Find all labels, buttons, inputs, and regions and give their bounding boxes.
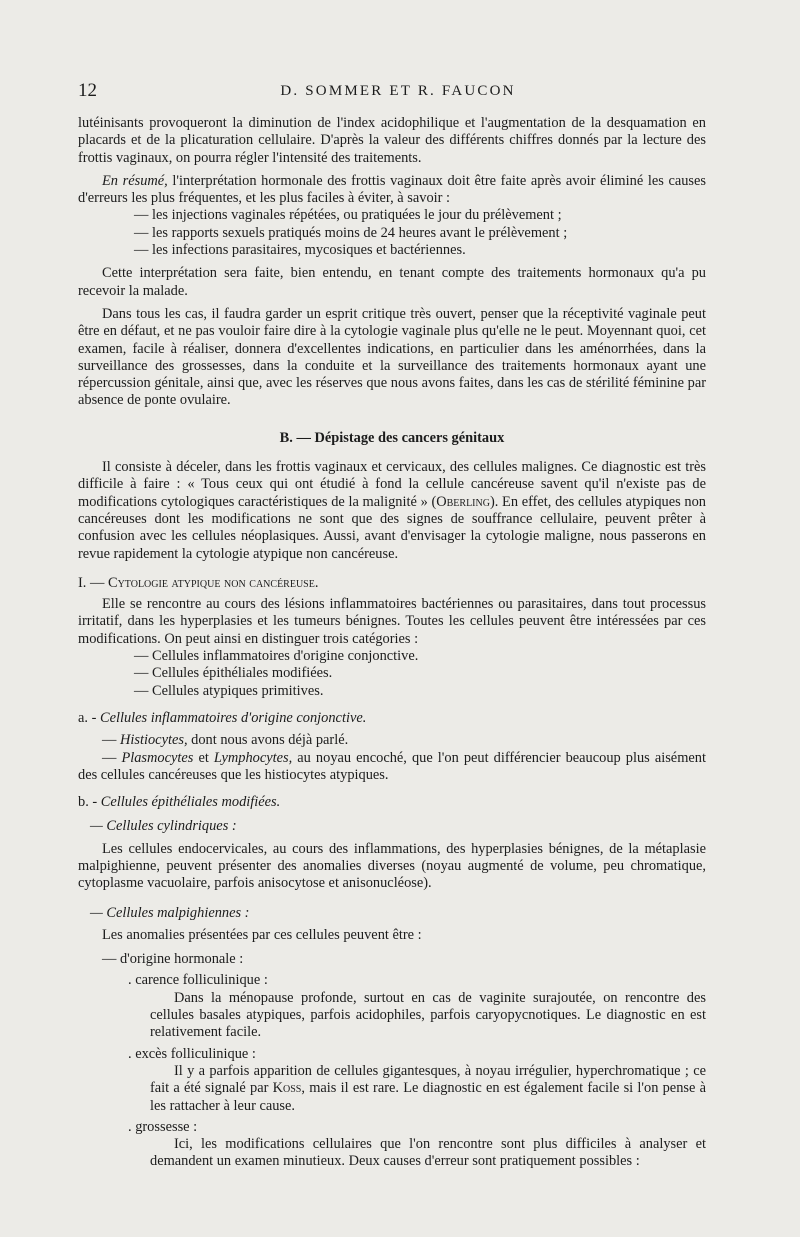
bullet-label: . carence folliculinique :: [128, 972, 268, 989]
bullet-label: . grossesse :: [128, 1118, 198, 1135]
paragraph-text: l'interprétation hormonale des frottis vaginaux doit être faite après avoir éliminé les causes d'erreurs les plus fréquentes, et les plus faciles à éviter, à savoir :: [78, 172, 707, 207]
paragraph-text: au noyau encoché, que l'on peut différencier beaucoup plus aisément des cellules cancéreuses que les histiocytes atypiques.: [78, 749, 706, 783]
paragraph: Dans tous les cas, il faudra garder un esprit critique très ouvert, penser que la réceptivité vaginale peut être en défaut, et ne pas vouloir faire dire à la cytologie vaginale plus qu'elle ne le peut. Moyennant quoi, cet examen, facile à réaliser, donnera d'excellentes indications, en particulier dans les aménorrhées, dans la surveillance des grossesses, dans la conduite et la surveillance des traitements hormonaux ayant une répercussion génitale, ainsi que, avec les réserves que nous avons faites, dans les cas de stérilité féminine par absence de ponte ovulaire.: [78, 305, 706, 409]
list-heading: — d'origine hormonale :: [102, 951, 244, 968]
bullet-text: [78, 1063, 706, 1115]
paragraph: [78, 732, 706, 749]
sub-subheading: — Cellules cylindriques :: [90, 818, 237, 835]
subheading-label: a. -: [78, 709, 100, 726]
heading-number: I. —: [78, 574, 108, 591]
list-item: — les rapports sexuels pratiqués moins de 24 heures avant le prélèvement ;: [134, 224, 568, 241]
emphasis: Lymphocytes,: [213, 749, 293, 766]
subheading-a: [78, 710, 706, 727]
paragraph-text: Il y a parfois apparition de cellules gigantesques, à noyau irrégulier, hyperchromatique ; ce fait a été signalé par: [150, 1062, 706, 1097]
heading-text: Cytologie atypique non cancéreuse.: [107, 574, 319, 591]
paragraph: lutéinisants provoqueront la diminution de l'index acidophilique et l'augmentation de la desquamation en placards et de la plicaturation cellulaire. D'après la valeur des différents chiffres donnés par la lecture des frottis vaginaux, on pourra régler l'intensité des traitements.: [78, 115, 706, 166]
paragraph-summary: [78, 173, 706, 208]
dash: —: [102, 732, 120, 749]
bullet-text: Dans la ménopause profonde, surtout en cas de vaginite surajoutée, on rencontre des cellules basales atypiques, parfois acidophiles, parfois caryopycnotiques. Le diagnostic en est relativement facile.: [150, 989, 706, 1041]
paragraph-text: et: [193, 749, 214, 766]
emphasis: En résumé,: [102, 172, 168, 189]
list-item: — Cellules épithéliales modifiées.: [134, 665, 333, 682]
list-item: — les infections parasitaires, mycosiques et bactériennes.: [134, 242, 466, 259]
sub-subheading: — Cellules malpighiennes :: [90, 904, 250, 921]
list-item: — Cellules atypiques primitives.: [134, 682, 324, 699]
list-item: — Cellules inflammatoires d'origine conjonctive.: [134, 648, 419, 665]
list-item: — les injections vaginales répétées, ou pratiquées le jour du prélèvement ;: [134, 207, 562, 224]
paragraph-text: dont nous avons déjà parlé.: [187, 732, 349, 749]
author-name: Koss: [272, 1080, 302, 1097]
paragraph-text: ). En effet, des cellules atypiques non cancéreuses dont les modifications ne sont que des signes de souffrance cellulaire, peuvent prêter à confusion avec les cellules néoplasiques. Aussi, avant d'envisager la cytologie maligne, nous passerons en revue rapidement la cytologie atypique non cancéreuse.: [78, 493, 706, 562]
subheading-label: b. -: [78, 794, 101, 811]
author-name: Oberling: [436, 493, 490, 510]
paragraph-text: , mais il est rare. Le diagnostic en est également facile si l'on pense à les rattacher à leur cause.: [150, 1080, 706, 1114]
emphasis: Plasmocytes: [121, 749, 194, 766]
subheading-title: Cellules épithéliales modifiées.: [100, 794, 281, 811]
paragraph: [78, 750, 706, 785]
subheading-b: [78, 794, 706, 811]
paragraph: Les anomalies présentées par ces cellules peuvent être :: [102, 926, 422, 943]
running-head: D. SOMMER ET R. FAUCON: [280, 83, 516, 99]
page-header: [78, 80, 718, 102]
paragraph: Elle se rencontre au cours des lésions inflammatoires bactériennes ou parasitaires, dans tout processus irritatif, dans les hyperplasies et les tumeurs bénignes. Toutes les cellules peuvent être intéressées par ces modifications. On peut ainsi en distinguer trois catégories :: [78, 596, 706, 647]
paragraph-text: Il consiste à déceler, dans les frottis vaginaux et cervicaux, des cellules malignes. Ce diagnostic est très difficile à faire : « Tous ceux qui ont étudié à fond la cellule cancéreuse savent qu'il n'existe pas de modifications cytologiques caractéristiques de la malignité » (: [78, 459, 706, 510]
bullet-label: . excès folliculinique :: [128, 1045, 256, 1062]
paragraph: [78, 459, 706, 563]
body-text: [78, 115, 706, 1171]
dash: —: [102, 749, 122, 766]
section-heading: B. — Dépistage des cancers génitaux: [279, 429, 505, 446]
subheading-title: Cellules inflammatoires d'origine conjonctive.: [99, 709, 367, 726]
paragraph: Les cellules endocervicales, au cours des inflammations, des hyperplasies bénignes, de la métaplasie malpighienne, peuvent présenter des anomalies diverses (noyau augmenté de volume, peu chromatique, cytoplasme vacuolaire, parfois anisocytose et anisonucléose).: [78, 840, 706, 892]
subsection-heading: [78, 575, 706, 592]
emphasis: Histiocytes,: [120, 732, 188, 749]
page-number: 12: [78, 80, 97, 101]
bullet-text: Ici, les modifications cellulaires que l'on rencontre sont plus difficiles à analyser et demandent un examen minutieux. Deux causes d'erreur sont pratiquement possibles :: [150, 1136, 706, 1170]
paragraph: Cette interprétation sera faite, bien entendu, en tenant compte des traitements hormonaux qu'a pu recevoir la malade.: [78, 265, 706, 299]
